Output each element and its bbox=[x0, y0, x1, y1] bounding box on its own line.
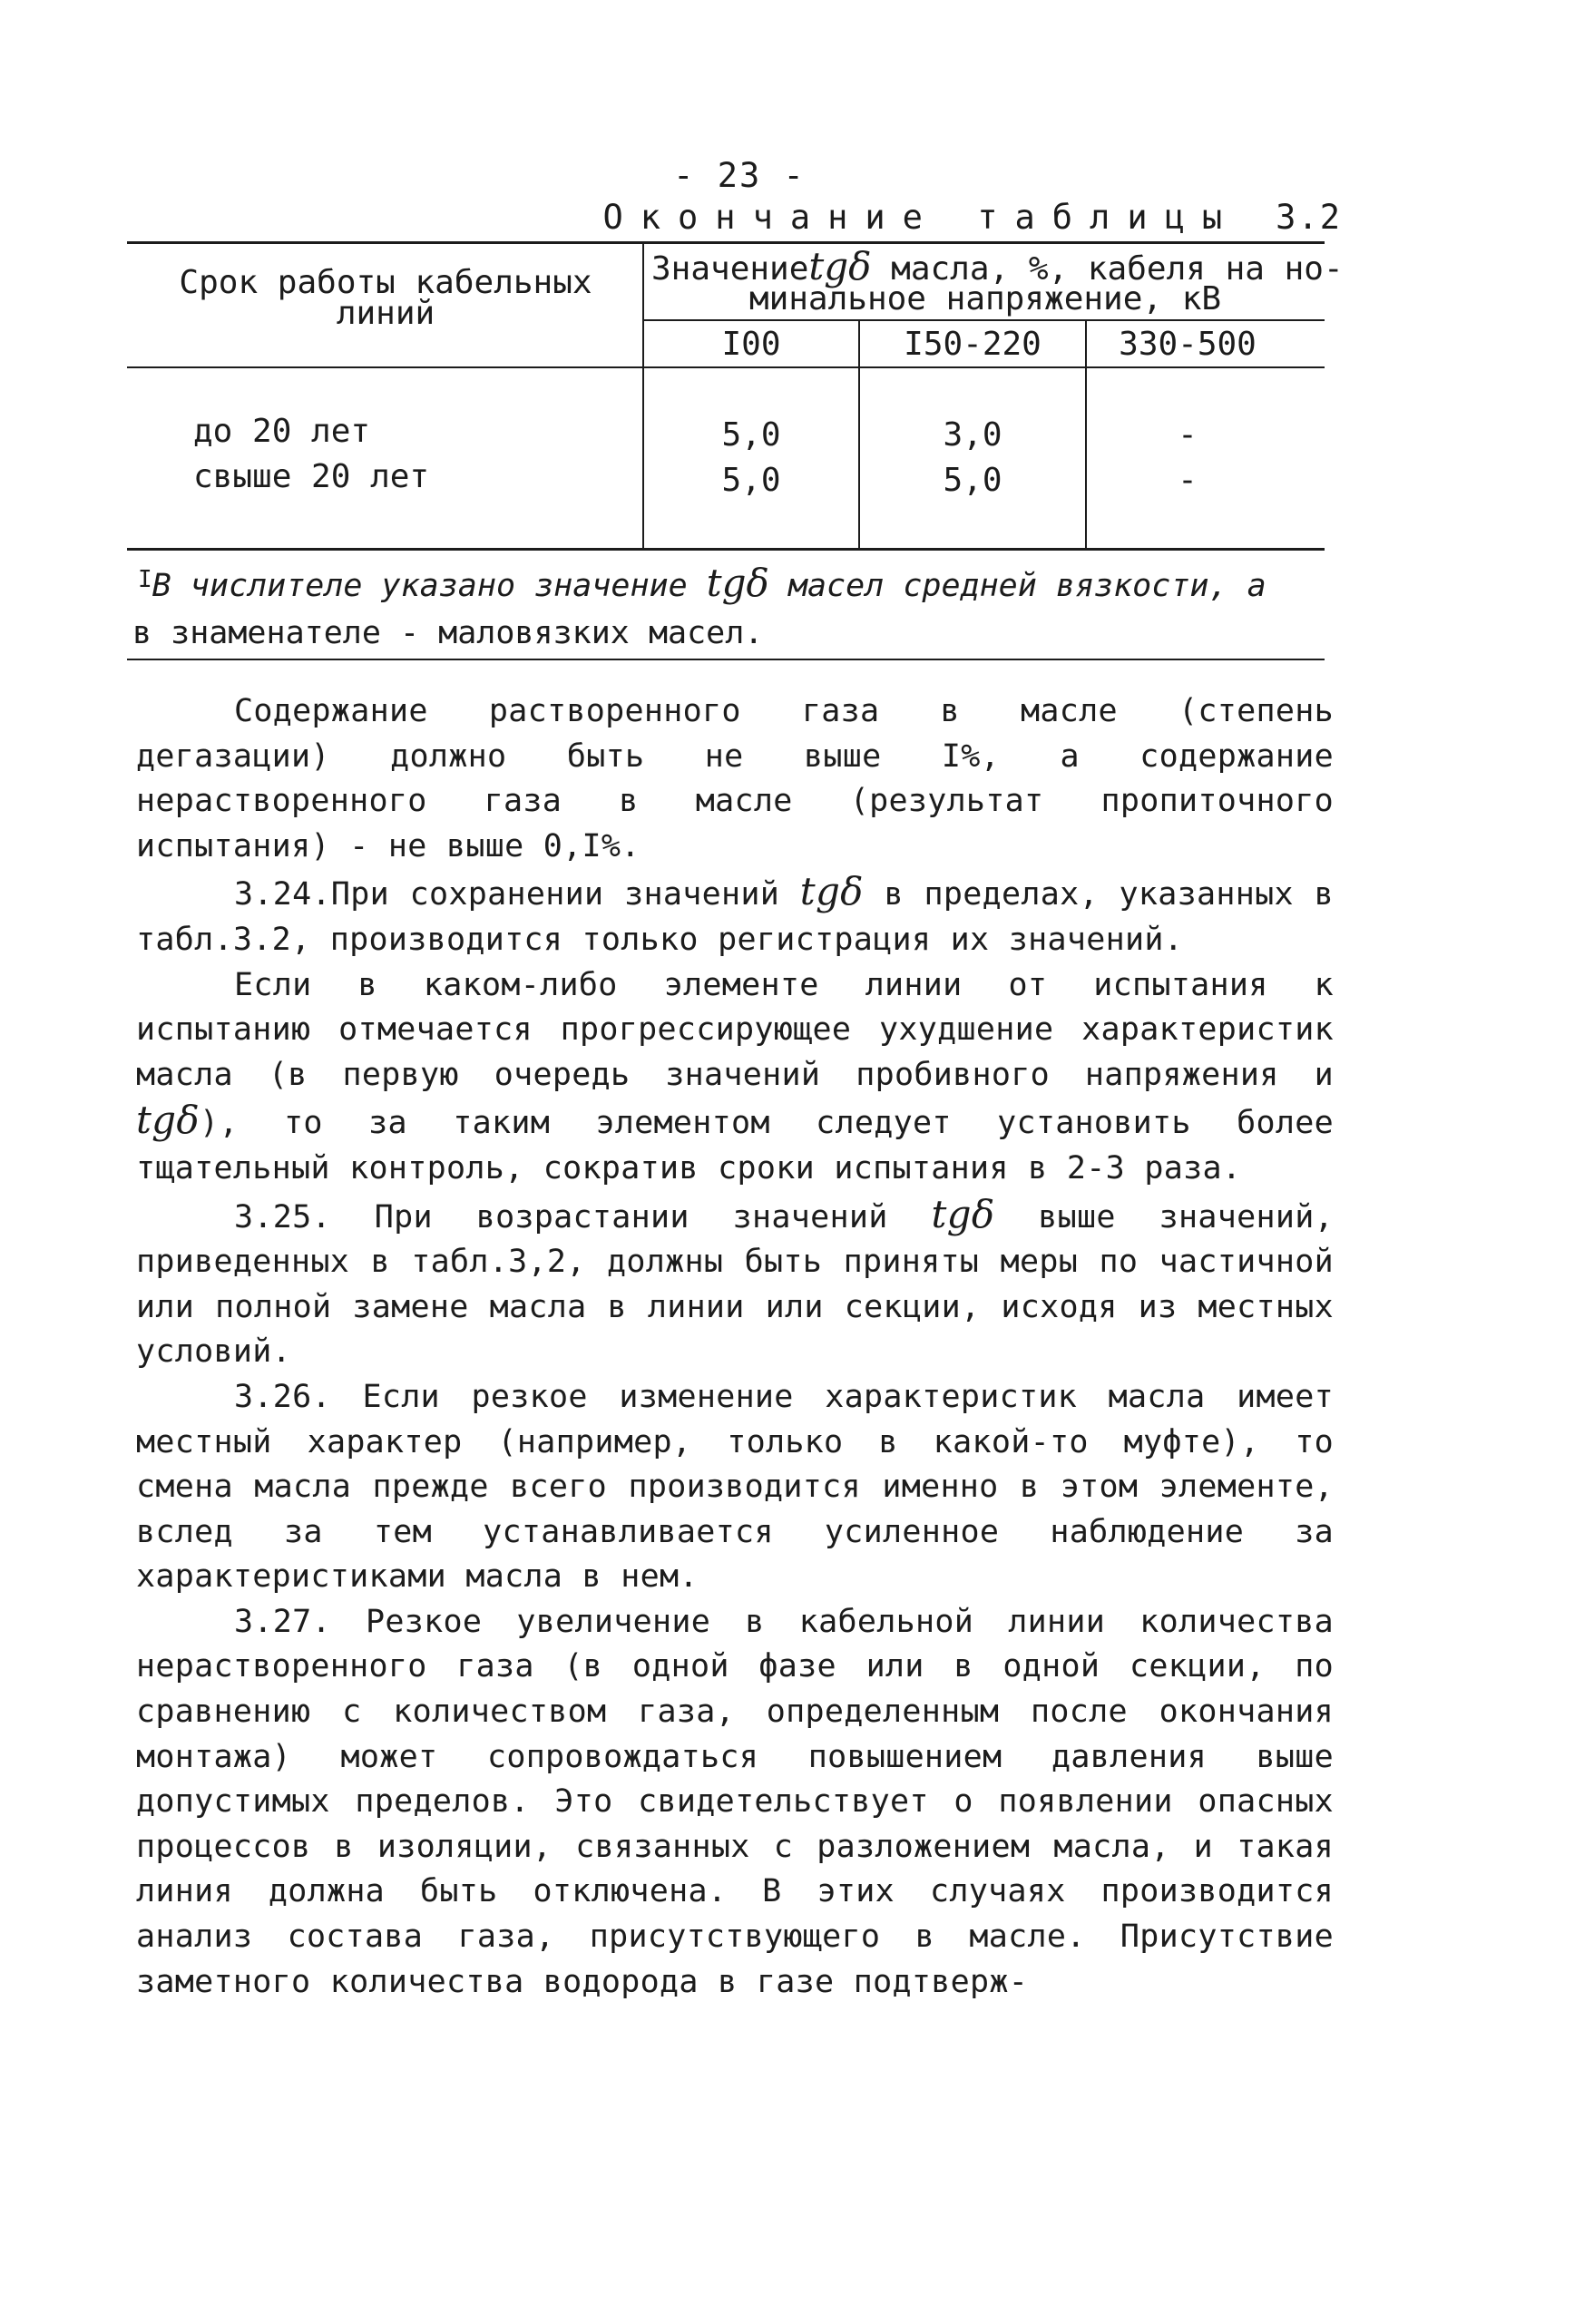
paragraph-gas-content: Содержание растворенного газа в масле (степень дегазации) должно быть не выше I%, а содержание нерастворенного газа в масле (результат пропиточного испытания) - не выше 0,I%. bbox=[136, 693, 1334, 864]
header-main-line2: минальное напряжение, кВ bbox=[748, 280, 1222, 317]
footnote-line-1 bbox=[138, 561, 1345, 611]
tg-delta-symbol: tgδ bbox=[706, 561, 769, 605]
voltage-header-150-220: I50-220 bbox=[904, 326, 1041, 363]
header-period-line1: Срок работы кабельных bbox=[179, 264, 592, 301]
row-1-value-100: 5,0 bbox=[721, 416, 781, 454]
header-period-line2: линий bbox=[336, 295, 435, 332]
tg-delta-symbol: tgδ bbox=[808, 244, 872, 288]
footnote-marker: I bbox=[138, 566, 152, 593]
row-1-value-330: - bbox=[1178, 416, 1198, 454]
footnote-line-2: в знаменателе - маловязких масел. bbox=[132, 615, 764, 651]
paragraph-deterioration-start: Если в каком-либо элементе линии от испытания к испытанию отмечается прогрессирующее ухудшение характеристик масла (в первую очередь значений пробивного напряжения и bbox=[136, 966, 1334, 1093]
table-caption bbox=[602, 198, 1342, 237]
paragraph-3-24-start: 3.24.При сохранении значений bbox=[234, 876, 780, 913]
row-2-value-100: 5,0 bbox=[721, 462, 781, 499]
paragraph-deterioration-end: ), то за таким элементом следует установить более тщательный контроль, сократив сроки испытания в 2-3 раза. bbox=[136, 1105, 1334, 1186]
table-header-bottom-rule bbox=[127, 366, 1325, 368]
table-top-rule bbox=[127, 241, 1325, 244]
paragraph-3-25 bbox=[136, 1192, 1334, 1375]
page-number: - 23 - bbox=[673, 156, 806, 195]
row-1-value-150: 3,0 bbox=[943, 416, 1002, 454]
table-caption-text: Окончание таблицы bbox=[602, 198, 1240, 237]
paragraph-3-24 bbox=[136, 869, 1334, 962]
paragraph-3-27: 3.27. Резкое увеличение в кабельной линии количества нерастворенного газа (в одной фазе или в одной секции, по сравнению с количеством газа, определенным после окончания монтажа) может сопровождаться повышением давления выше допустимых пределов. Это свидетельствует о появлении опасных процессов в изоляции, связанных с разложением масла, и такая линия должна быть отключена. В этих случаях производится анализ состава газа, присутствующего в масле. Присутствие заметного количества водорода в газе подтверж- bbox=[136, 1603, 1334, 2000]
table-number: 3.2 bbox=[1276, 198, 1342, 237]
table-col-divider-1 bbox=[642, 243, 644, 549]
paragraph-3-24-end: в пределах, указанных в табл.3.2, производится только регистрация их значений. bbox=[136, 876, 1334, 958]
voltage-header-100: I00 bbox=[721, 326, 781, 363]
body-text bbox=[136, 689, 1334, 2005]
paragraph-3-25-start: 3.25. При возрастании значений bbox=[234, 1198, 888, 1235]
paragraph-3-26: 3.26. Если резкое изменение характеристик масла имеет местный характер (например, только в какой-то муфте), то смена масла прежде всего производится именно в этом элементе, вслед за тем устанавливается усиленное наблюдение за характеристиками масла в нем. bbox=[136, 1378, 1334, 1596]
footnote-bottom-rule bbox=[127, 659, 1325, 660]
footnote-part2: масел средней вязкости, а bbox=[787, 568, 1266, 604]
row-2-value-330: - bbox=[1178, 462, 1198, 499]
header-main-rest: масла, %, кабеля на но- bbox=[891, 250, 1344, 288]
table-subheader-rule bbox=[642, 319, 1325, 321]
tg-delta-symbol: tgδ bbox=[931, 1191, 995, 1236]
table-footnote bbox=[132, 561, 1345, 656]
table-bottom-rule bbox=[127, 548, 1325, 551]
voltage-header-330-500: 330-500 bbox=[1119, 326, 1257, 363]
paragraph-progressive-deterioration bbox=[136, 963, 1334, 1192]
row-2-period: свыше 20 лет bbox=[193, 458, 430, 495]
row-1-period: до 20 лет bbox=[193, 413, 371, 450]
header-main-label: Значение bbox=[651, 250, 809, 288]
footnote-part1: В числителе указано значение bbox=[152, 568, 688, 604]
row-2-value-150: 5,0 bbox=[943, 462, 1002, 499]
tg-delta-symbol: tgδ bbox=[136, 1098, 200, 1143]
tg-delta-symbol: tgδ bbox=[799, 869, 864, 914]
paragraph-3-25-end: выше значений, приведенных в табл.3,2, должны быть приняты меры по частичной или полной замене масла в линии или секции, исходя из местных условий. bbox=[136, 1198, 1334, 1371]
